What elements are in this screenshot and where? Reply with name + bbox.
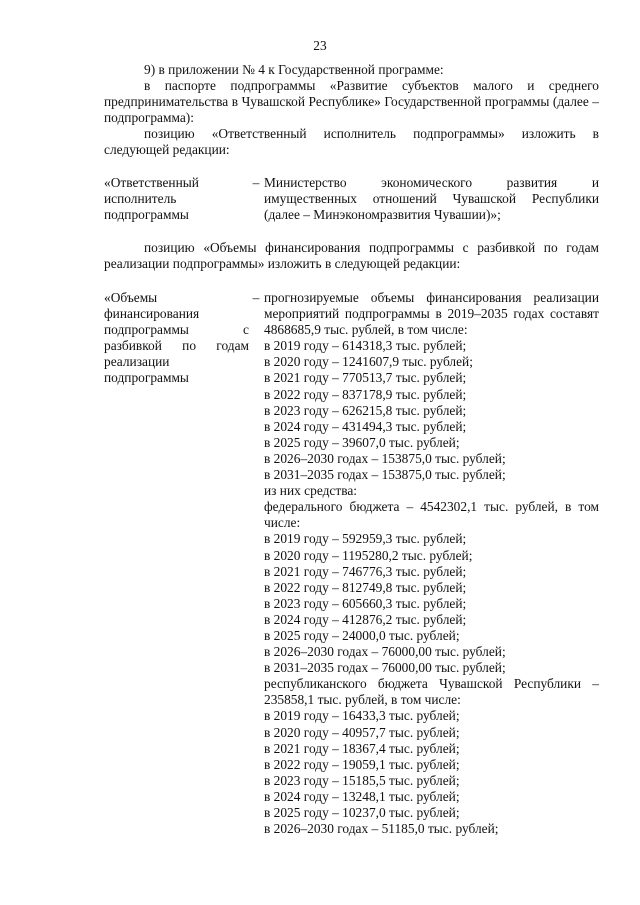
intro-paragraph-1: 9) в приложении № 4 к Государственной программе:: [144, 62, 444, 77]
federal-year-item: в 2024 году – 412876,2 тыс. рублей;: [264, 611, 467, 627]
republic-year-item: в 2019 году – 16433,3 тыс. рублей;: [264, 708, 460, 724]
total-year-item: в 2019 году – 614318,3 тыс. рублей;: [264, 338, 467, 354]
intro-section: [104, 62, 599, 159]
federal-budget-intro: федерального бюджета – 4542302,1 тыс. рублей, в том числе:: [264, 499, 599, 531]
federal-year-item: в 2022 году – 812749,8 тыс. рублей;: [264, 579, 467, 595]
federal-year-item: в 2020 году – 1195280,2 тыс. рублей;: [264, 547, 473, 563]
federal-year-item: в 2026–2030 годах – 76000,00 тыс. рублей;: [264, 644, 506, 660]
responsible-executor-label: «Ответственный исполнитель подпрограммы: [104, 175, 199, 223]
total-year-item: в 2031–2035 годах – 153875,0 тыс. рублей;: [264, 467, 506, 483]
responsible-executor-value: Министерство экономического развития и имущественных отношений Чувашской Республики (далее – Минэкономразвития Чувашии)»;: [264, 175, 599, 223]
republic-year-item: в 2021 году – 18367,4 тыс. рублей;: [264, 740, 460, 756]
federal-year-item: в 2031–2035 годах – 76000,00 тыс. рублей;: [264, 660, 506, 676]
republic-budget-intro: республиканского бюджета Чувашской Республики – 235858,1 тыс. рублей, в том числе:: [264, 676, 599, 708]
total-year-item: в 2025 году – 39607,0 тыс. рублей;: [264, 434, 460, 450]
total-year-item: в 2023 году – 626215,8 тыс. рублей;: [264, 402, 467, 418]
responsible-executor-row: [104, 175, 599, 225]
total-year-item: в 2021 году – 770513,7 тыс. рублей;: [264, 370, 467, 386]
financing-label: «Объемы финансирования подпрограммы с разбивкой по годам реализации подпрограммы: [104, 290, 249, 386]
republic-year-item: в 2023 году – 15185,5 тыс. рублей;: [264, 772, 460, 788]
intro-paragraph-2: в паспорте подпрограммы «Развитие субъектов малого и среднего предпринимательства в Чувашской Республике» Государственной программы (далее – подпрограмма):: [104, 78, 599, 126]
financing-intro: прогнозируемые объемы финансирования реализации мероприятий подпрограммы в 2019–2035 годах составят 4868685,9 тыс. рублей, в том числе:: [264, 290, 599, 338]
intro-paragraph-3: позицию «Ответственный исполнитель подпрограммы» изложить в следующей редакции:: [104, 126, 599, 158]
financing-dash: –: [252, 290, 260, 305]
republic-year-item: в 2024 году – 13248,1 тыс. рублей;: [264, 788, 460, 804]
of-which-label: из них средства:: [264, 483, 358, 499]
republic-year-item: в 2026–2030 годах – 51185,0 тыс. рублей;: [264, 821, 499, 837]
republic-year-item: в 2022 году – 19059,1 тыс. рублей;: [264, 756, 460, 772]
republic-years-list: [264, 708, 599, 837]
federal-year-item: в 2021 году – 746776,3 тыс. рублей;: [264, 563, 467, 579]
total-year-item: в 2020 году – 1241607,9 тыс. рублей;: [264, 354, 473, 370]
total-years-list: [264, 338, 599, 483]
federal-years-list: [264, 531, 599, 676]
financing-row: [104, 290, 599, 835]
total-year-item: в 2022 году – 837178,9 тыс. рублей;: [264, 386, 467, 402]
financing-paragraph: позицию «Объемы финансирования подпрограммы с разбивкой по годам реализации подпрограммы» изложить в следующей редакции:: [104, 240, 599, 272]
financing-value: [264, 290, 599, 837]
federal-year-item: в 2025 году – 24000,0 тыс. рублей;: [264, 627, 460, 643]
total-year-item: в 2026–2030 годах – 153875,0 тыс. рублей;: [264, 450, 506, 466]
total-year-item: в 2024 году – 431494,3 тыс. рублей;: [264, 418, 467, 434]
federal-year-item: в 2023 году – 605660,3 тыс. рублей;: [264, 595, 467, 611]
financing-paragraph-wrap: [104, 240, 599, 272]
federal-year-item: в 2019 году – 592959,3 тыс. рублей;: [264, 531, 467, 547]
page-number: 23: [313, 38, 327, 53]
responsible-executor-dash: –: [252, 175, 260, 190]
republic-year-item: в 2020 году – 40957,7 тыс. рублей;: [264, 724, 460, 740]
republic-year-item: в 2025 году – 10237,0 тыс. рублей;: [264, 805, 460, 820]
